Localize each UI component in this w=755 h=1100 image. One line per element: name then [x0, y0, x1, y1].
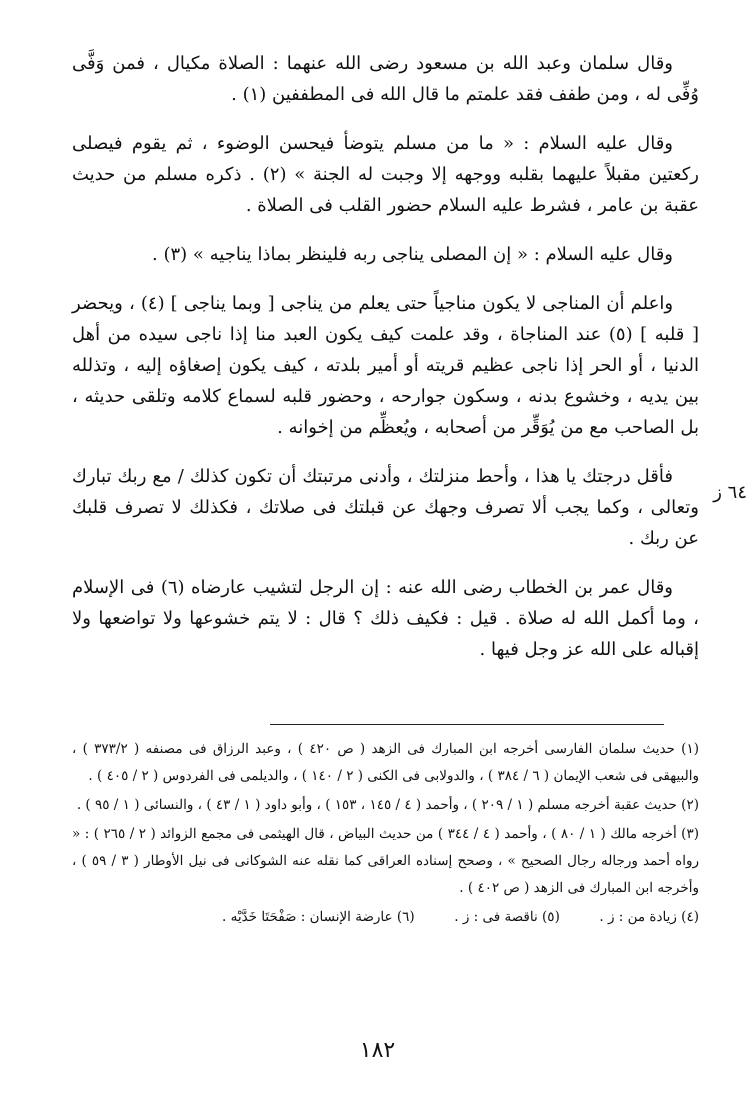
footnote-2: (٢) حديث عقبة أخرجه مسلم ( ١ / ٢٠٩ ) ، وأحمد ( ٤ / ١٤٥ ، ١٥٣ ) ، وأبو داود ( ١ / ٤٣ ) ، والنسائى ( ١ / ٩٥ ) .: [76, 797, 699, 813]
paragraph-1: وقال سلمان وعبد الله بن مسعود رضى الله عنهما : الصلاة مكيال ، فمن وَفَّى وُفِّى له ، ومن طفف فقد علمتم ما قال الله فى المطففين (١) .: [72, 53, 699, 105]
footnote-3: (٣) أخرجه مالك ( ١ / ٨٠ ) ، وأحمد ( ٤ / ٣٤٤ ) من حديث البياض ، قال الهيثمى فى مجمع الزوائد ( ٢ / ٢٦٥ ) : « رواه أحمد ورجاله رجال الصحيح » ، وصحح إسناده العراقى كما نقله عنه الشوكانى فى نيل الأوطار ( ٣ / ٥٩ ) ، وأخرجه ابن المبارك فى الزهد ( ص ٤٠٢ ) .: [72, 826, 699, 896]
short-footnotes-row: [72, 904, 699, 930]
paragraph-5: فأقل درجتك يا هذا ، وأحط منزلتك ، وأدنى مرتبتك أن تكون كذلك / مع ربك تبارك وتعالى ، وكما يجب ألا تصرف وجهك عن قبلتك فى صلاتك ، فكذلك لا تصرف قلبك عن ربك .: [72, 466, 699, 549]
paragraph-2: وقال عليه السلام : « ما من مسلم يتوضأ فيحسن الوضوء ، ثم يقوم فيصلى ركعتين مقبلاً عليهما بقلبه ووجهه إلا وجبت له الجنة » (٢) . ذكره مسلم من حديث عقبة بن عامر ، فشرط عليه السلام حضور القلب فى الصلاة .: [72, 133, 699, 216]
footnote-6: (٦) عارضة الإنسان : صَفْحَتَا خَدَّيْه .: [222, 909, 415, 925]
main-text: [72, 48, 699, 683]
footnotes: [72, 736, 699, 930]
footnote-1: (١) حديث سلمان الفارسى أخرجه ابن المبارك فى الزهد ( ص ٤٢٠ ) ، وعبد الرزاق فى مصنفه ( ٣٧٣/٢ ) ، والبيهقى فى شعب الإيمان ( ٦ / ٣٨٤ ) ، والدولابى فى الكنى ( ٢ / ١٤٠ ) ، والديلمى فى الفردوس ( ٢ / ٤٠٥ ) .: [72, 741, 699, 784]
footnote-4: (٤) زيادة من : ز .: [599, 909, 699, 925]
paragraph-4: واعلم أن المناجى لا يكون مناجياً حتى يعلم من يناجى [ وبما يناجى ] (٤) ، ويحضر [ قلبه ] (٥) عند المناجاة ، وقد علمت كيف يكون العبد منا إذا ناجى سيده من أهل الدنيا ، أو الحر إذا ناجى عظيم قريته أو أمير بلدته ، كيف يكون إصغاؤه إليه ، وتذلله بين يديه ، وخشوع بدنه ، وسكون جوارحه ، وحضور قلبه لسماع كلامه وتلقى حديثه ، بل الصاحب مع من يُوَقِّر من أصحابه ، ويُعظِّم من إخوانه .: [72, 293, 699, 438]
paragraph-3: وقال عليه السلام : « إن المصلى يناجى ربه فلينظر بماذا يناجيه » (٣) .: [152, 244, 673, 265]
footnote-5: (٥) ناقصة فى : ز .: [454, 909, 560, 925]
paragraph-6: وقال عمر بن الخطاب رضى الله عنه : إن الرجل لتشيب عارضاه (٦) فى الإسلام ، وما أكمل الله له صلاة . قيل : فكيف ذلك ؟ قال : لا يتم خشوعها ولا تواضعها ولا إقباله على الله عز وجل فيها .: [72, 577, 699, 660]
manuscript-margin-note: ٦٤ ز: [713, 482, 747, 503]
footnote-separator: [270, 724, 664, 725]
page-number: ١٨٢: [359, 1038, 396, 1063]
